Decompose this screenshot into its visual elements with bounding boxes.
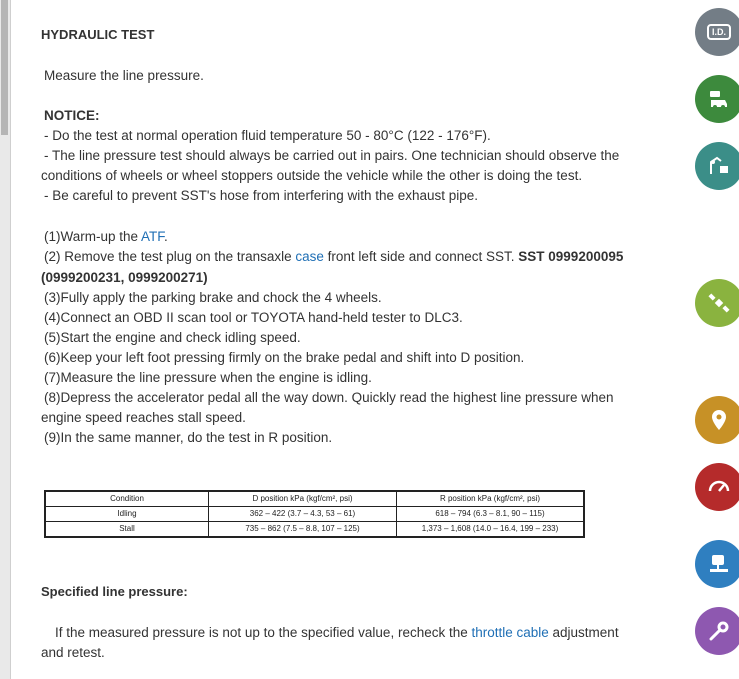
table-cell: 362 – 422 (3.7 – 4.3, 53 – 61) [209, 507, 397, 522]
atf-link[interactable]: ATF [141, 229, 165, 244]
car-service-icon [707, 87, 731, 111]
table-header-cell: D position kPa (kgf/cm², psi) [209, 491, 397, 507]
car-lift-icon [707, 552, 731, 576]
step-2: (2) Remove the test plug on the transaxle case front left side and connect SST. SST 0999200095 [44, 249, 624, 264]
final-note-cont: and retest. [41, 645, 105, 660]
step-1: (1)Warm-up the ATF. [44, 229, 168, 244]
step-9: (9)In the same manner, do the test in R position. [44, 430, 333, 445]
car-service-button[interactable] [695, 75, 739, 123]
scrollbar-thumb[interactable] [1, 0, 8, 135]
wrench-icon [707, 619, 731, 643]
id-icon: I.D. [707, 24, 731, 40]
table-row [45, 522, 584, 538]
final-note: If the measured pressure is not up to the specified value, recheck the throttle cable adjustment [55, 625, 619, 640]
notice-heading: NOTICE: [44, 108, 100, 123]
satellite-button[interactable] [695, 279, 739, 327]
location-button[interactable] [695, 396, 739, 444]
left-scrollbar[interactable] [0, 0, 11, 679]
table-cell: 618 – 794 (6.3 – 8.1, 90 – 115) [397, 507, 585, 522]
step-5: (5)Start the engine and check idling speed. [44, 330, 301, 345]
throttle-cable-link[interactable]: throttle cable [471, 625, 549, 640]
table-header-row [45, 491, 584, 507]
sst-number: SST 0999200095 [518, 249, 624, 264]
wrench-button[interactable] [695, 607, 739, 655]
spec-heading: Specified line pressure: [41, 584, 188, 599]
intro-text: Measure the line pressure. [44, 68, 204, 83]
speedometer-icon [707, 475, 731, 499]
case-link[interactable]: case [295, 249, 324, 264]
page-title: HYDRAULIC TEST [41, 27, 155, 42]
step-4: (4)Connect an OBD II scan tool or TOYOTA hand-held tester to DLC3. [44, 310, 463, 325]
satellite-icon [707, 291, 731, 315]
step-8-cont: engine speed reaches stall speed. [41, 410, 246, 425]
notice-line: - Be careful to prevent SST's hose from interfering with the exhaust pipe. [44, 188, 479, 203]
location-pin-icon [707, 408, 731, 432]
notice-line: - The line pressure test should always be carried out in pairs. One technician should observe the [44, 148, 620, 163]
table-cell: Stall [45, 522, 209, 538]
id-button[interactable] [695, 8, 739, 56]
line-pressure-table [44, 490, 585, 538]
table-header-cell: Condition [45, 491, 209, 507]
step-6: (6)Keep your left foot pressing firmly on the brake pedal and shift into D position. [44, 350, 525, 365]
engine-lift-button[interactable] [695, 142, 739, 190]
step-8: (8)Depress the accelerator pedal all the way down. Quickly read the highest line pressure when [44, 390, 614, 405]
car-lift-button[interactable] [695, 540, 739, 588]
table-row [45, 507, 584, 522]
table-cell: 735 – 862 (7.5 – 8.8, 107 – 125) [209, 522, 397, 538]
step-3: (3)Fully apply the parking brake and chock the 4 wheels. [44, 290, 382, 305]
speedometer-button[interactable] [695, 463, 739, 511]
sst-sub-numbers: (0999200231, 0999200271) [41, 270, 208, 285]
engine-lift-icon [707, 154, 731, 178]
table-header-cell: R position kPa (kgf/cm², psi) [397, 491, 585, 507]
notice-line: conditions of wheels or wheel stoppers outside the vehicle while the other is doing the test. [41, 168, 583, 183]
table-cell: 1,373 – 1,608 (14.0 – 16.4, 199 – 233) [397, 522, 585, 538]
table-cell: Idling [45, 507, 209, 522]
step-7: (7)Measure the line pressure when the engine is idling. [44, 370, 372, 385]
notice-line: - Do the test at normal operation fluid temperature 50 - 80°C (122 - 176°F). [44, 128, 491, 143]
